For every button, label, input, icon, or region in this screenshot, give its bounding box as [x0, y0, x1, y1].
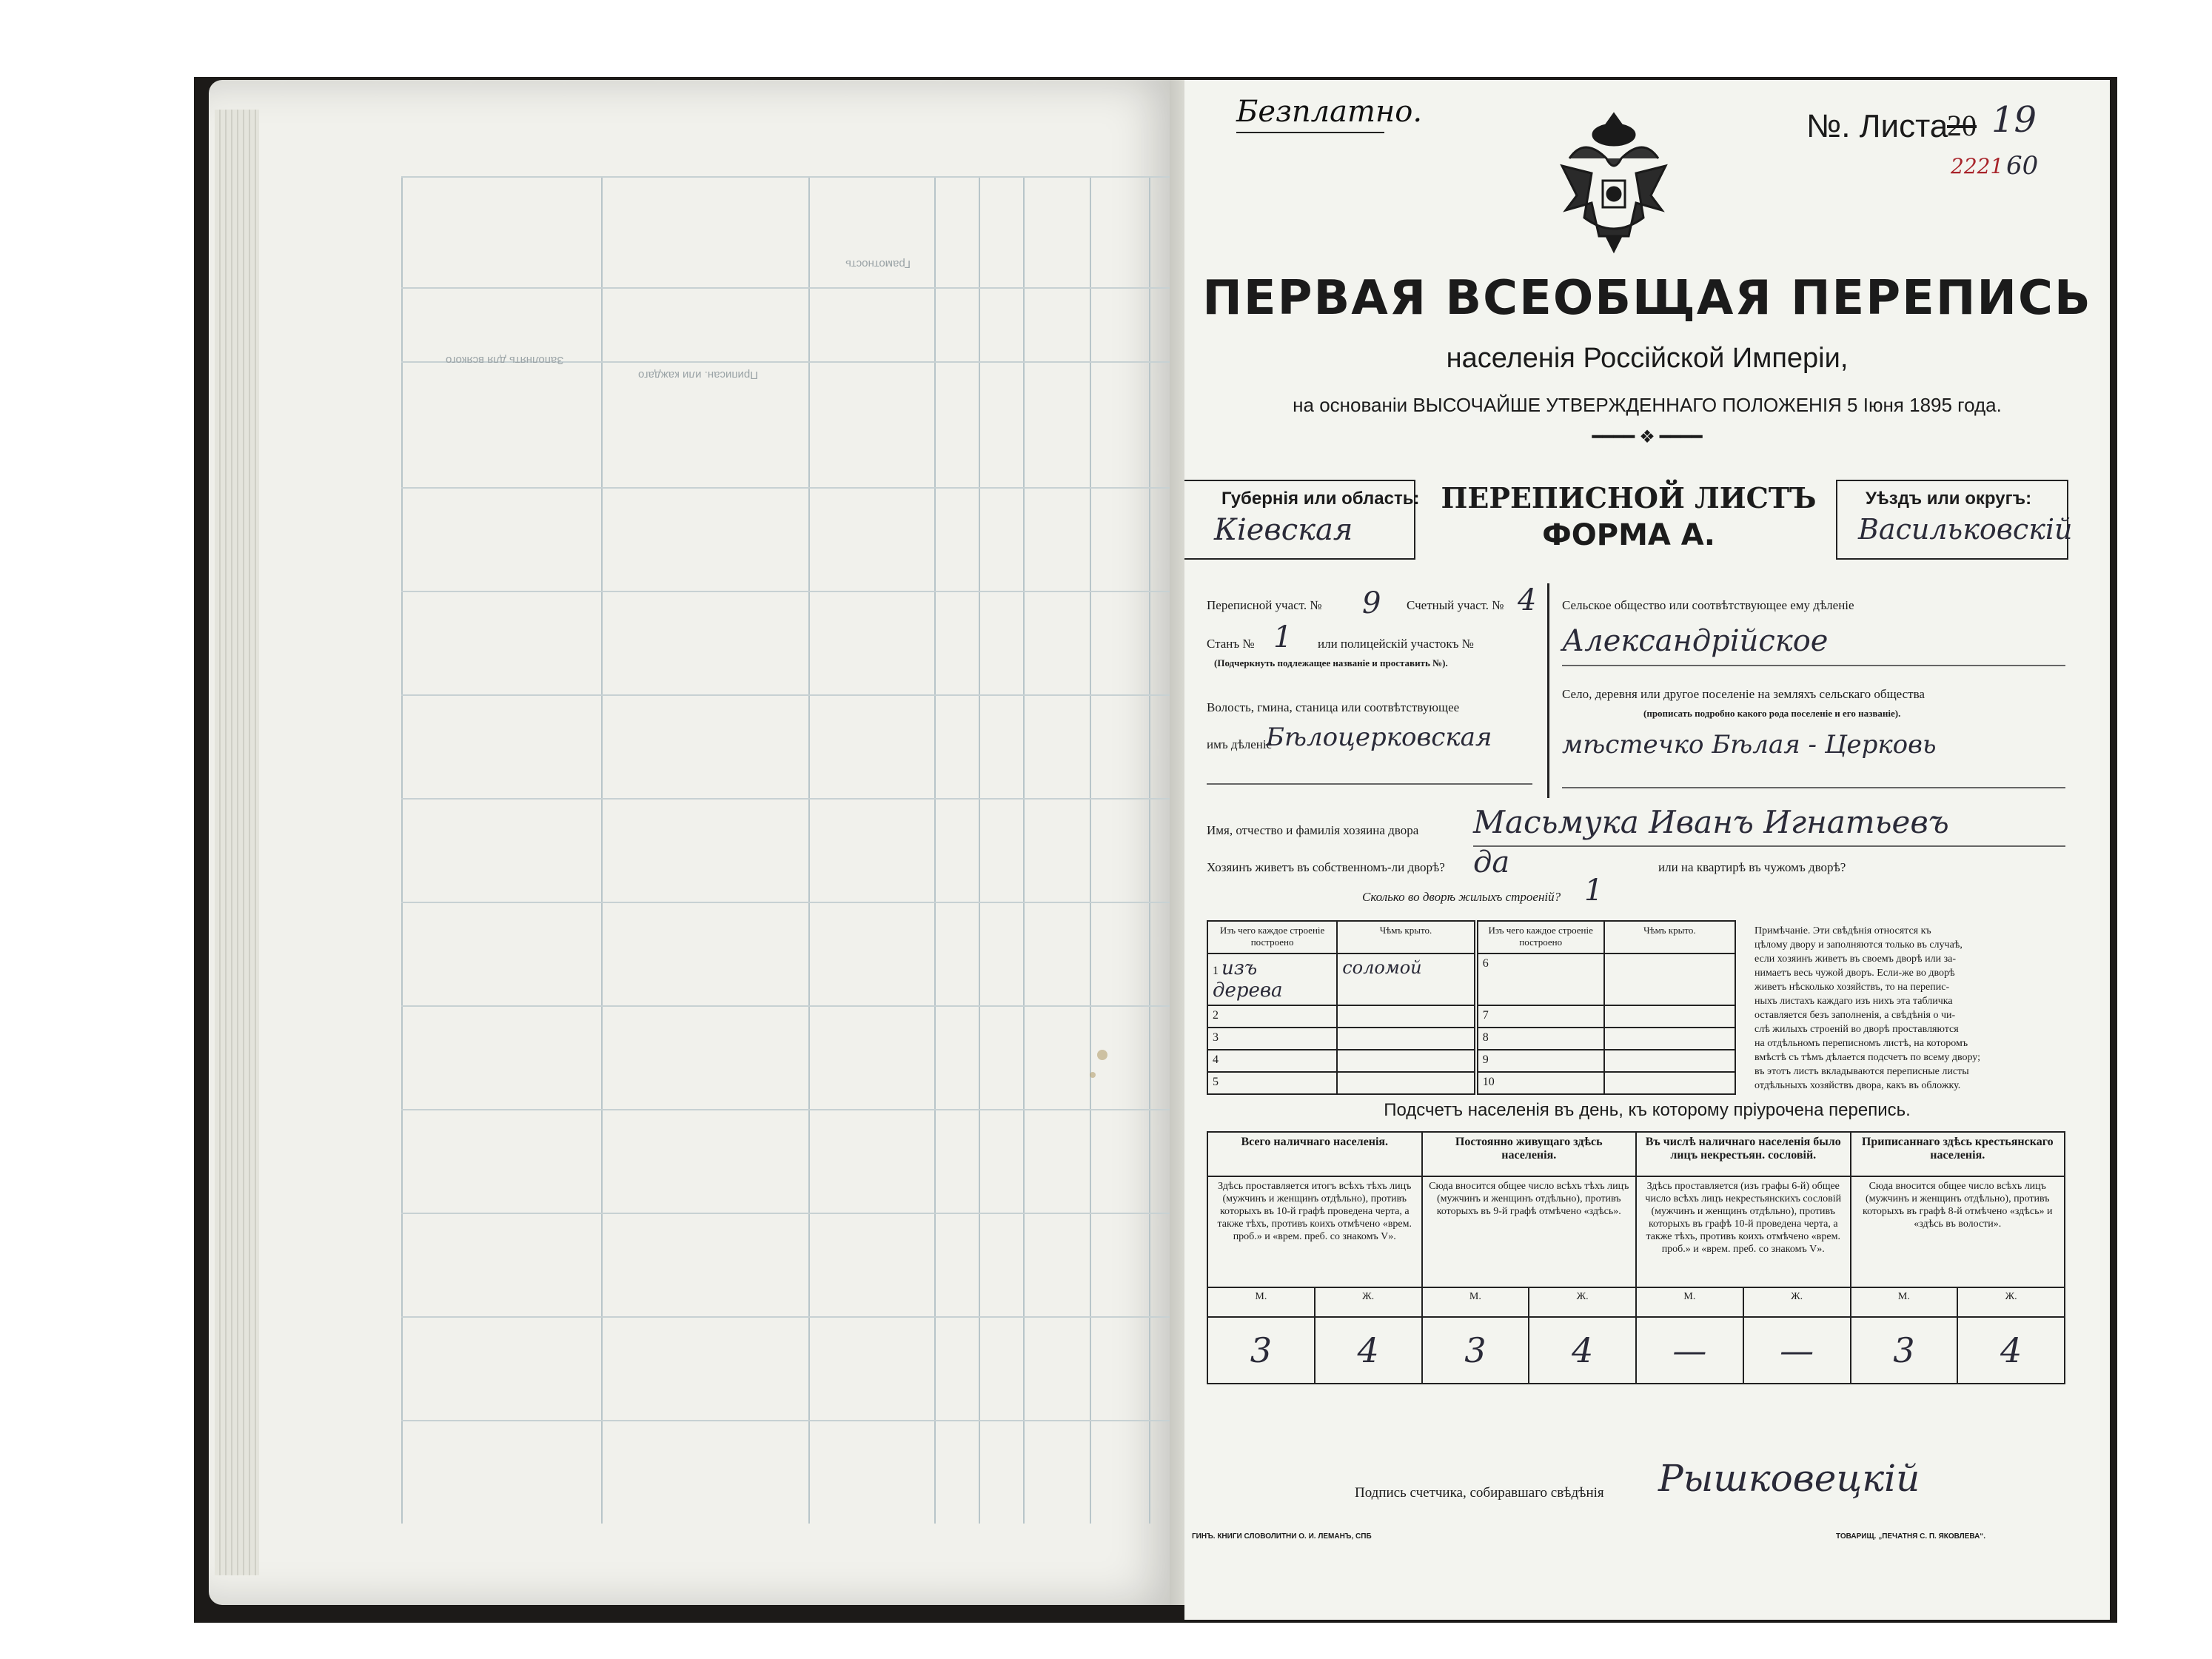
form-subtitle: населенія Россійской Имперіи,	[1446, 343, 1849, 374]
rent-label: или на квартирѣ въ чужомъ дворѣ?	[1658, 860, 1846, 874]
buildings-row: 9	[1476, 1050, 1604, 1072]
female-header: Ж.	[1529, 1287, 1636, 1317]
buildings-col-roof-right: Чѣмъ крыто.	[1604, 921, 1735, 953]
row1-material: изъ дерева	[1213, 957, 1283, 1002]
female-header: Ж.	[1743, 1287, 1851, 1317]
buildings-cell	[1604, 1028, 1735, 1050]
nonpeasant-male: —	[1636, 1317, 1743, 1384]
village-note: (прописать подробно какого рода поселеніе и его названіе).	[1643, 708, 1901, 719]
buildings-col-roof-left: Чѣмъ крыто.	[1337, 921, 1476, 953]
left-page	[209, 80, 1184, 1605]
buildings-value: 1	[1584, 874, 1603, 908]
double-headed-eagle-icon	[1540, 107, 1688, 255]
summary-head-total: Всего наличнаго населенія.	[1207, 1132, 1422, 1176]
row1-roof: соломой	[1337, 953, 1476, 1005]
buildings-row: 1 изъ дерева	[1207, 953, 1337, 1005]
volost-label-2: имъ дѣленіе	[1207, 737, 1273, 751]
stan-value: 1	[1273, 620, 1293, 654]
summary-desc-peasant: Сюда вносится общее число всѣхъ лицъ (мужчинъ и женщинъ отдѣльно), противъ которыхъ въ графѣ 8-й отмѣчено «здѣсь» и «здѣсь въ волости».	[1851, 1176, 2065, 1287]
uezd-label: Уѣздъ или округъ:	[1866, 489, 2032, 509]
archive-number: 2221	[1951, 154, 2004, 178]
society-value: Александрійское	[1562, 624, 1829, 658]
village-label: Село, деревня или другое поселеніе на земляхъ сельскаго общества	[1562, 687, 1925, 701]
buildings-row: 10	[1476, 1072, 1604, 1094]
summary-table	[1207, 1131, 2065, 1384]
census-district-label: Переписной участ. №	[1207, 598, 1322, 612]
form-letter: ФОРМА А.	[1542, 518, 1715, 552]
buildings-table	[1207, 920, 1736, 1095]
male-header: М.	[1851, 1287, 1958, 1317]
signature-label: Подпись счетчика, собиравшаго свѣдѣнія	[1355, 1485, 1604, 1501]
owner-label: Имя, отчество и фамилія хозяина двора	[1207, 823, 1419, 837]
owner-value: Масьмука Иванъ Игнатьевъ	[1473, 804, 1949, 840]
buildings-cell	[1604, 953, 1735, 1005]
buildings-row: 7	[1476, 1005, 1604, 1028]
female-header: Ж.	[1315, 1287, 1422, 1317]
note-line: отдѣльныхъ хозяйствъ двора, какъ въ обложку.	[1754, 1080, 1961, 1091]
male-header: М.	[1422, 1287, 1529, 1317]
note-line: вмѣстѣ съ тѣмъ дѣлается подсчетъ по всему двору;	[1754, 1052, 1981, 1063]
sheet-number-struck: 20	[1947, 109, 1977, 142]
uezd-value: Васильковскій	[1858, 513, 2073, 546]
buildings-cell	[1604, 1005, 1735, 1028]
buildings-cell	[1604, 1072, 1735, 1094]
paper-stain	[1090, 1072, 1096, 1078]
census-district-value: 9	[1362, 586, 1381, 620]
footer-right: ТОВАРИЩ. „ПЕЧАТНЯ С. П. ЯКОВЛЕВА“.	[1836, 1532, 1986, 1541]
count-district-value: 4	[1518, 583, 1537, 617]
female-header: Ж.	[1957, 1287, 2065, 1317]
buildings-row: 3	[1207, 1028, 1337, 1050]
note-line: въ этотъ листъ вкладываются переписные листы	[1754, 1066, 1969, 1077]
bleed-through-text: Приписан. или каждаго	[638, 369, 758, 381]
archive-page: 60	[2006, 151, 2039, 181]
buildings-cell	[1337, 1028, 1476, 1050]
summary-head-nonpeasant: Въ числѣ наличнаго населенія было лицъ некрестьян. сословій.	[1636, 1132, 1851, 1176]
summary-desc-permanent: Сюда вносится общее число всѣхъ тѣхъ лицъ (мужчинъ и женщинъ отдѣльно), противъ которыхъ въ 9-й графѣ отмѣчено «здѣсь».	[1422, 1176, 1637, 1287]
ornament-divider: ━━━━ ❖ ━━━━	[1592, 428, 1703, 447]
buildings-col-material-right: Изъ чего каждое строеніе построено	[1476, 921, 1604, 953]
summary-desc-total: Здѣсь проставляется итогъ всѣхъ тѣхъ лицъ (мужчинъ и женщинъ отдѣльно), противъ которыхъ въ 10-й графѣ проведена черта, а также тѣхъ, противъ коихъ отмѣчено «врем. проб.» и «врем. преб. со знакомъ V».	[1207, 1176, 1422, 1287]
buildings-col-material-left: Изъ чего каждое строеніе построено	[1207, 921, 1337, 953]
sheet-number-label: №. Листа	[1806, 108, 1948, 144]
note-line: ныхъ листахъ каждаго изъ нихъ эта табличка	[1754, 996, 1953, 1007]
bleed-through-text: Грамотность	[845, 258, 911, 270]
permanent-male: 3	[1422, 1317, 1529, 1384]
male-header: М.	[1207, 1287, 1315, 1317]
summary-head-permanent: Постоянно живущаго здѣсь населенія.	[1422, 1132, 1637, 1176]
buildings-row: 8	[1476, 1028, 1604, 1050]
nonpeasant-female: —	[1743, 1317, 1851, 1384]
stan-label: Станъ №	[1207, 637, 1255, 651]
summary-head-peasant: Приписаннаго здѣсь крестьянскаго населенія.	[1851, 1132, 2065, 1176]
form-title: ПЕРВАЯ ВСЕОБЩАЯ ПЕРЕПИСЬ	[1202, 271, 2092, 326]
right-page	[1184, 80, 2110, 1620]
peasant-male: 3	[1851, 1317, 1958, 1384]
signature-value: Рышковецкій	[1658, 1457, 1920, 1500]
permanent-female: 4	[1529, 1317, 1636, 1384]
buildings-row: 5	[1207, 1072, 1337, 1094]
underline-note: (Подчеркнуть подлежащее названіе и проставить №).	[1214, 657, 1448, 668]
form-name: ПЕРЕПИСНОЙ ЛИСТЪ	[1441, 481, 1817, 515]
summary-desc-nonpeasant: Здѣсь проставляется (изъ графы 6-й) общее число всѣхъ лицъ некрестьянскихъ сословій (мужчинъ и женщинъ отдѣльно), противъ которыхъ въ графѣ 10-й проведена черта, а также тѣхъ, противъ коихъ отмѣчено «врем. проб.» и «врем. преб. со знакомъ V».	[1636, 1176, 1851, 1287]
note-line: слѣ жилыхъ строеній во дворѣ проставляются	[1754, 1024, 1959, 1035]
total-male: 3	[1207, 1317, 1315, 1384]
village-value: мѣстечко Бѣлая - Церковь	[1562, 730, 1937, 760]
police-label: или полицейскій участокъ №	[1318, 637, 1474, 651]
note-block	[1754, 924, 2065, 1093]
own-house-label: Хозяинъ живетъ въ собственномъ-ли дворѣ?	[1207, 860, 1445, 874]
buildings-row: 4	[1207, 1050, 1337, 1072]
summary-caption: Подсчетъ населенія въ день, къ которому пріурочена перепись.	[1384, 1100, 1911, 1120]
free-label: Безплатно.	[1236, 95, 1423, 129]
note-line: оставляется безъ заполненія, а свѣдѣнія о чи-	[1754, 1010, 1956, 1021]
volost-value: Бѣлоцерковская	[1266, 723, 1492, 752]
peasant-female: 4	[1957, 1317, 2065, 1384]
own-house-value: да	[1473, 845, 1510, 879]
note-line: Примѣчаніе. Эти свѣдѣнія относятся къ	[1754, 925, 1931, 936]
buildings-cell	[1337, 1072, 1476, 1094]
note-line: нимаетъ весь чужой дворъ. Если-же во дворѣ	[1754, 968, 1955, 979]
note-line: если хозяинъ живетъ въ своемъ дворѣ или за-	[1754, 953, 1957, 965]
buildings-row: 6	[1476, 953, 1604, 1005]
buildings-cell	[1337, 1050, 1476, 1072]
sheet-number: 19	[1991, 99, 2037, 141]
note-line: живетъ нѣсколько хозяйствъ, то на перепис-	[1754, 982, 1950, 993]
paper-stain	[1097, 1050, 1107, 1060]
male-header: М.	[1636, 1287, 1743, 1317]
buildings-label: Сколько во дворѣ жилыхъ строеній?	[1362, 890, 1561, 904]
gubernia-label: Губернія или область:	[1221, 489, 1420, 509]
note-line: цѣлому двору и заполняются только въ случаѣ,	[1754, 939, 1963, 951]
footer-left: ГИНЪ. КНИГИ СЛОВОЛИТНИ О. И. ЛЕМАНЪ, СПБ	[1192, 1532, 1372, 1541]
society-label: Сельское общество или соотвѣтствующее ему дѣленіе	[1562, 598, 1854, 612]
buildings-cell	[1604, 1050, 1735, 1072]
gubernia-value: Кіевская	[1214, 513, 1353, 547]
form-basis: на основаніи ВЫСОЧАЙШЕ УТВЕРЖДЕННАГО ПОЛОЖЕНІЯ 5 Іюня 1895 года.	[1293, 394, 2002, 416]
buildings-row: 2	[1207, 1005, 1337, 1028]
bleed-through-text: Заполнять для всякого	[446, 354, 564, 366]
buildings-cell	[1337, 1005, 1476, 1028]
page-edges	[215, 110, 259, 1575]
count-district-label: Счетный участ. №	[1407, 598, 1504, 612]
total-female: 4	[1315, 1317, 1422, 1384]
volost-label: Волость, гмина, станица или соотвѣтствующее	[1207, 700, 1460, 714]
note-line: на отдѣльномъ переписномъ листѣ, на которомъ	[1754, 1038, 1968, 1049]
